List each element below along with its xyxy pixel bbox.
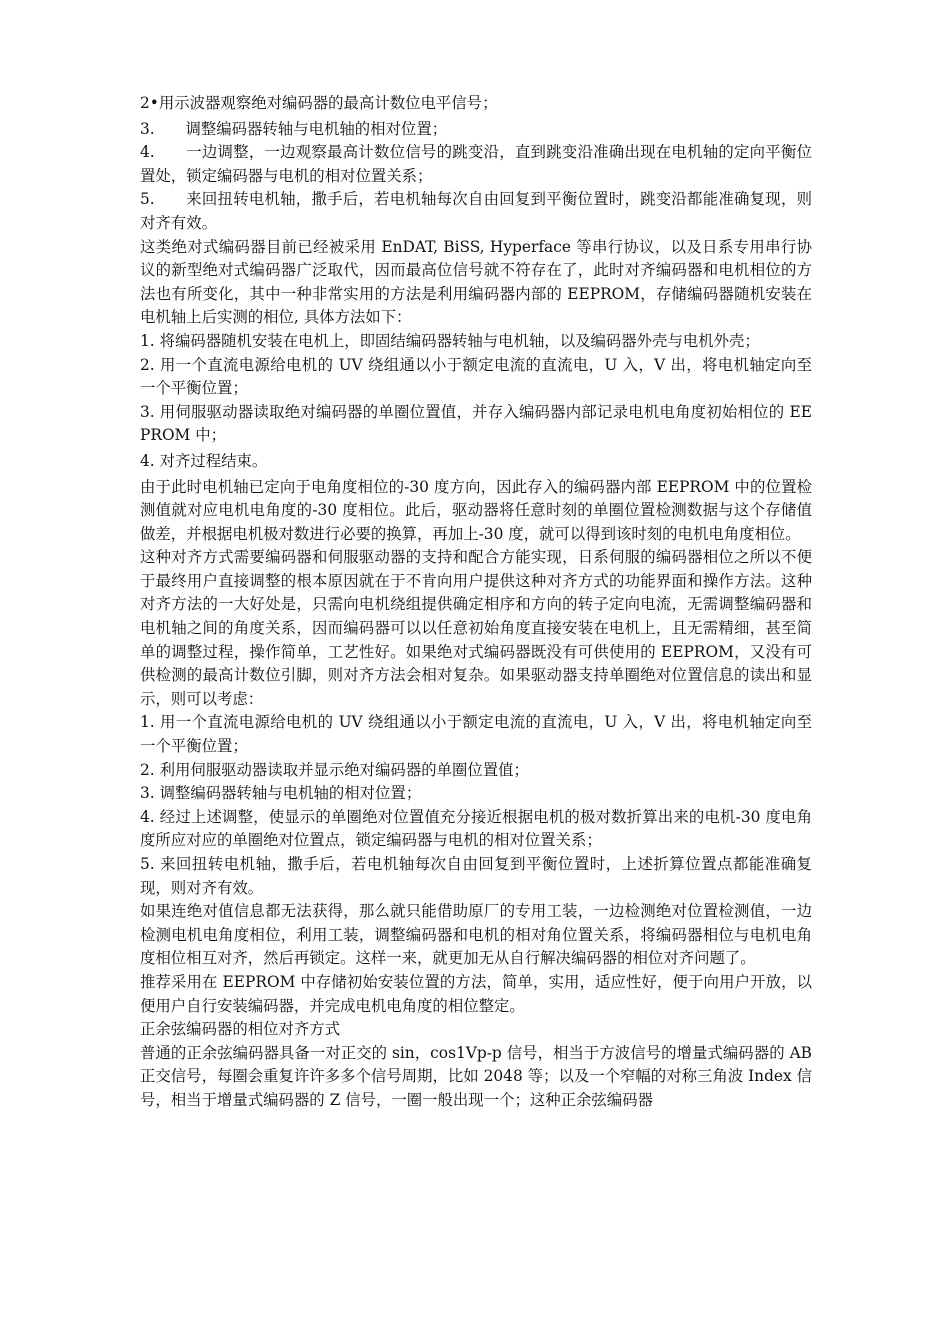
section-heading: 正余弦编码器的相位对齐方式	[140, 1020, 341, 1039]
paragraph-17: 如果连绝对值信息都无法获得，那么就只能借助原厂的专用工装，一边检测绝对位置检测值，一边检测电机电角度相位，利用工装，调整编码器和电机的相对角位置关系，将编码器相位与电机电角度相位相互对齐，然后再锁定。这样一来，就更加无从自行解决编码器的相位对齐问题了。	[140, 902, 812, 968]
paragraph-15: 4. 经过上述调整，使显示的单圈绝对位置值充分接近根据电机的极对数折算出来的电机-30 度电角度所应对应的单圈绝对位置点，锁定编码器与电机的相对位置关系；	[140, 807, 812, 850]
paragraph-11: 这种对齐方式需要编码器和伺服驱动器的支持和配合方能实现，日系伺服的编码器相位之所以不便于最终用户直接调整的根本原因就在于不肯向用户提供这种对齐方式的功能界面和操作方法。这种对齐方法的一大好处是，只需向电机绕组提供确定相序和方向的转子定向电流，无需调整编码器和电机轴之间的角度关系，因而编码器可以以任意初始角度直接安装在电机上，且无需精细，甚至简单的调整过程，操作简单，工艺性好。如果绝对式编码器既没有可供使用的 EEPROM，又没有可供检测的最高计数位引脚，则对齐方法会相对复杂。如果驱动器支持单圈绝对位置信息的读出和显示，则可以考虑：	[140, 548, 812, 708]
paragraph-12: 1. 用一个直流电源给电机的 UV 绕组通以小于额定电流的直流电，U 入，V 出，将电机轴定向至一个平衡位置；	[140, 713, 812, 756]
paragraph-4: 5. 来回扭转电机轴，撒手后，若电机轴每次自由回复到平衡位置时，跳变沿都能准确复现，则对齐有效。	[140, 190, 812, 232]
paragraph-6: 1. 将编码器随机安装在电机上，即固结编码器转轴与电机轴，以及编码器外壳与电机外壳；	[140, 331, 760, 350]
document-page	[140, 92, 812, 1113]
paragraph-16: 5. 来回扭转电机轴，撒手后，若电机轴每次自由回复到平衡位置时，上述折算位置点都能准确复现，则对齐有效。	[140, 855, 812, 897]
paragraph-2: 3. 调整编码器转轴与电机轴的相对位置；	[140, 119, 448, 138]
paragraph-1: 2•用示波器观察绝对编码器的最高计数位电平信号；	[140, 94, 498, 112]
paragraph-5: 这类绝对式编码器目前已经被采用 EnDAT, BiSS, Hyperface 等串行协议，以及日系专用串行协议的新型绝对式编码器广泛取代，因而最高位信号就不符存在了，此时对齐编码器和电机相位的方法也有所变化，其中一种非常实用的方法是利用编码器内部的 EEPROM，存储编码器随机安装在电机轴上后实测的相位, 具体方法如下：	[140, 237, 812, 327]
paragraph-20: 普通的正余弦编码器具备一对正交的 sin，cos1Vp-p 信号，相当于方波信号的增量式编码器的 AB 正交信号，每圈会重复许许多多个信号周期，比如 2048 等；以及一个窄幅的对称三角波 Index 信号，相当于增量式编码器的 Z 信号，一圈一般出现一个；这种正余弦编码器	[140, 1043, 812, 1109]
paragraph-10: 由于此时电机轴已定向于电角度相位的-30 度方向，因此存入的编码器内部 EEPROM 中的位置检测值就对应电机电角度的-30 度相位。此后，驱动器将任意时刻的单圈位置检测数据与这个存储值做差，并根据电机极对数进行必要的换算，再加上-30 度，就可以得到该时刻的电机电角度相位。	[140, 477, 812, 543]
paragraph-18: 推荐采用在 EEPROM 中存储初始安装位置的方法，简单，实用，适应性好，便于向用户开放，以便用户自行安装编码器，并完成电机电角度的相位整定。	[140, 972, 812, 1015]
paragraph-9: 4. 对齐过程结束。	[140, 451, 268, 470]
paragraph-13: 2. 利用伺服驱动器读取并显示绝对编码器的单圈位置值；	[140, 760, 529, 779]
paragraph-14: 3. 调整编码器转轴与电机轴的相对位置；	[140, 784, 422, 803]
paragraph-7: 2. 用一个直流电源给电机的 UV 绕组通以小于额定电流的直流电，U 入，V 出，将电机轴定向至一个平衡位置；	[140, 355, 812, 398]
paragraph-3: 4. 一边调整，一边观察最高计数位信号的跳变沿，直到跳变沿准确出现在电机轴的定向平衡位置处，锁定编码器与电机的相对位置关系；	[140, 143, 812, 185]
paragraph-8: 3. 用伺服驱动器读取绝对编码器的单圈位置值，并存入编码器内部记录电机电角度初始相位的 EEPROM 中；	[140, 402, 812, 445]
